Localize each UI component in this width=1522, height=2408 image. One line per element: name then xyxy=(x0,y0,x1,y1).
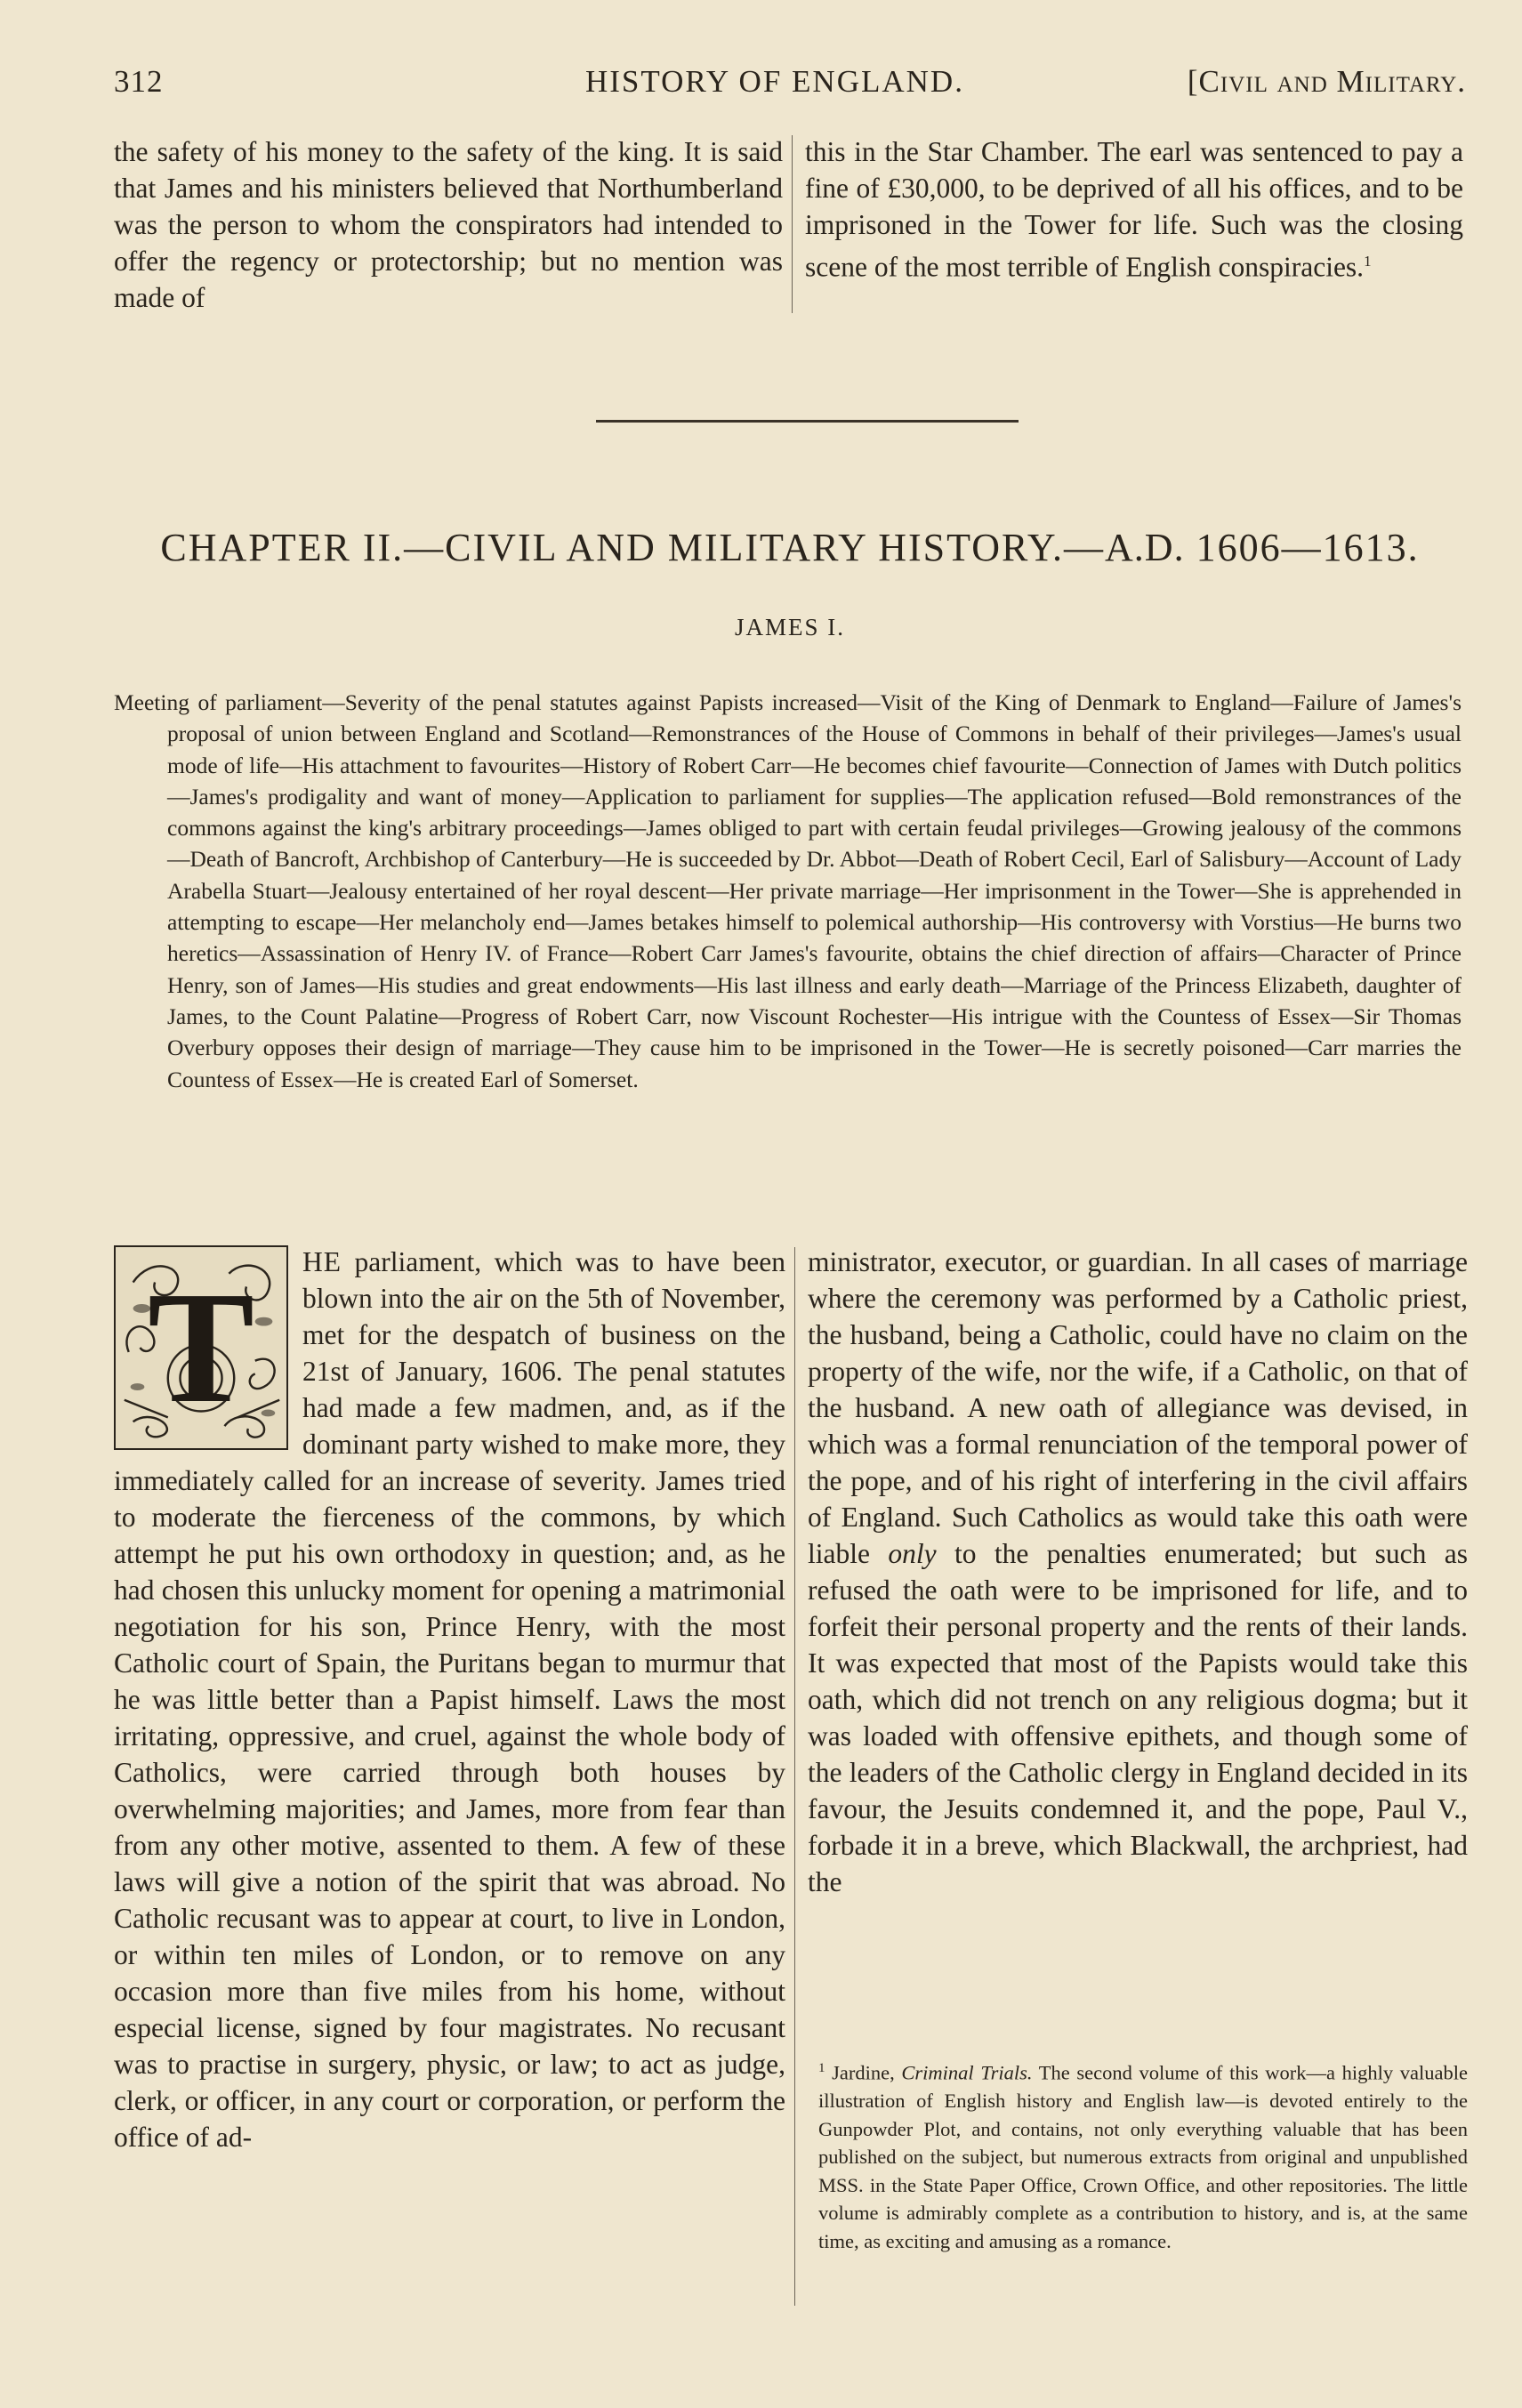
paragraph xyxy=(808,1244,1468,1900)
body-column-left xyxy=(114,1244,785,2155)
column-divider xyxy=(792,135,793,313)
initial-letter: T xyxy=(147,1259,255,1436)
footnote-marker: 1 xyxy=(818,2061,825,2075)
paragraph-text: ministrator, executor, or guardian. In all cases of marriage where the ceremony was performed by a Catholic priest, the husband, being a Catholic, could have no claim on the property of the wife, nor the wife, if a Catholic, on that of the husband. A new oath of allegiance was devised, in which was a formal renunciation of the temporal power of the pope, and of his right of interfering in the civil affairs of England. Such Catholics as would take this oath were liable xyxy=(808,1246,1468,1569)
continued-text-right xyxy=(805,133,1463,286)
paragraph-text: to the penalties enumerated; but such as refused the oath were to be imprisoned for life, and to forfeit their personal property and the rents of their lands. It was expected that most of the Papists would take this oath, which did not trench on any religious dogma; but it was loaded with offensive epithets, and though some of the leaders of the Catholic clergy in England decided in its favour, the Jesuits condemned it, and the pope, Paul V., forbade it in a breve, which Blackwall, the archpriest, had the xyxy=(808,1538,1469,1897)
continued-text-left xyxy=(114,133,783,316)
paragraph: the safety of his money to the safety of the king. It is said that James and his ministers believed that Northumberland was the person to whom the conspirators had intended to offer the regency or protectorship; but no mention was made of xyxy=(114,136,783,313)
footnote-work-title: Criminal Trials. xyxy=(901,2061,1033,2084)
column-divider xyxy=(794,1247,795,2306)
chapter-era: A.D. xyxy=(1105,526,1185,569)
chapter-summary: Meeting of parliament—Severity of the penal statutes against Papists increased—Visit of the King of Denmark to England—Failure of James's proposal of union between England and Scotland—Remonstrances of the House of Commons in behalf of their privileges—James's usual mode of life—His attachment to favourites—History of Robert Carr—He becomes chief favourite—Connection of James with Dutch politics—James's prodigality and want of money—Application to parliament for supplies—The application refused—Bold remonstrances of the commons against the king's arbitrary proceedings—James obliged to part with certain feudal privileges—Growing jealousy of the commons—Death of Bancroft, Archbishop of Canterbury—He is succeeded by Dr. Abbot—Death of Robert Cecil, Earl of Salisbury—Account of Lady Arabella Stuart—Jealousy entertained of her royal descent—Her private marriage—Her imprisonment in the Tower—She is apprehended in attempting to escape—Her melancholy end—James betakes himself to polemical authorship—His controversy with Vorstius—He burns two heretics—Assassination of Henry IV. of France—Robert Carr James's favourite, obtains the chief direction of affairs—Character of Prince Henry, son of James—His studies and great endowments—His last illness and early death—Marriage of the Princess Elizabeth, daughter of James, to the Count Palatine—Progress of Robert Carr, now Viscount Rochester—His intrigue with the Countess of Essex—Sir Thomas Overbury opposes their design of marriage—They cause him to be imprisoned in the Tower—He is secretly poisoned—Carr marries the Countess of Essex—He is created Earl of Somerset. xyxy=(114,689,1462,1092)
body-column-right xyxy=(808,1244,1468,1900)
book-title: HISTORY OF ENGLAND. xyxy=(585,64,964,99)
chapter-title xyxy=(114,525,1466,570)
footnote-author: Jardine, xyxy=(825,2061,902,2084)
footnote-text: The second volume of this work—a highly valuable illustration of English history and English law—is devoted entirely to the Gunpowder Plot, and contains, not only everything valuable that has been published on the subject, but numerous extracts from original and unpublished MSS. in the State Paper Office, Crown Office, and other repositories. The little volume is admirably complete as a contribution to history, and is, at the same time, as exciting and amusing as a romance. xyxy=(818,2061,1468,2252)
footnote xyxy=(818,2055,1468,2255)
chapter-years: 1606—1613. xyxy=(1184,526,1420,569)
running-head xyxy=(114,55,1466,109)
chapter-heading: CHAPTER II.—CIVIL AND MILITARY HISTORY.— xyxy=(160,526,1106,569)
emphasis: only xyxy=(888,1538,937,1569)
section-divider xyxy=(596,420,1019,423)
paragraph xyxy=(805,133,1463,286)
opening-word: HE xyxy=(302,1246,342,1277)
page-number: 312 xyxy=(114,64,164,99)
ornamental-initial xyxy=(114,1245,288,1450)
chapter-subtitle: JAMES I. xyxy=(734,614,845,640)
footnote-reference: 1 xyxy=(1364,253,1372,270)
paragraph-text: parliament, which was to have been blown into the air on the 5th of November, met for the despatch of business on the 21st of January, 1606. The penal statutes had made a few madmen, and, as if the dominant party wished to make more, they immediately called for an increase of severity. James tried to moderate the fierceness of the commons, by which attempt he put his own orthodoxy in question; and, as he had chosen this unlucky moment for opening a matrimonial negotiation for his son, Prince Henry, with the most Catholic court of Spain, the Puritans began to murmur that he was little better than a Papist himself. Laws the most irritating, oppressive, and cruel, against the whole body of Catholics, were carried through both houses by overwhelming majorities; and James, more from fear than from any other motive, assented to them. A few of these laws will give a notion of the spirit that was abroad. No Catholic recusant was to appear at court, to live in London, or within ten miles of London, or to remove on any occasion more than five miles from his home, without especial license, signed by four magistrates. No recusant was to practise in surgery, physic, or law; to act as judge, clerk, or officer, in any court or corporation, or perform the office of ad- xyxy=(114,1246,785,2153)
paragraph-text: this in the Star Chamber. The earl was sentenced to pay a fine of £30,000, to be deprived of all his offices, and to be imprisoned in the Tower for life. Such was the closing scene of the most terrible of English conspiracies. xyxy=(805,136,1463,283)
section-title: [Civil and Military. xyxy=(1187,64,1466,99)
